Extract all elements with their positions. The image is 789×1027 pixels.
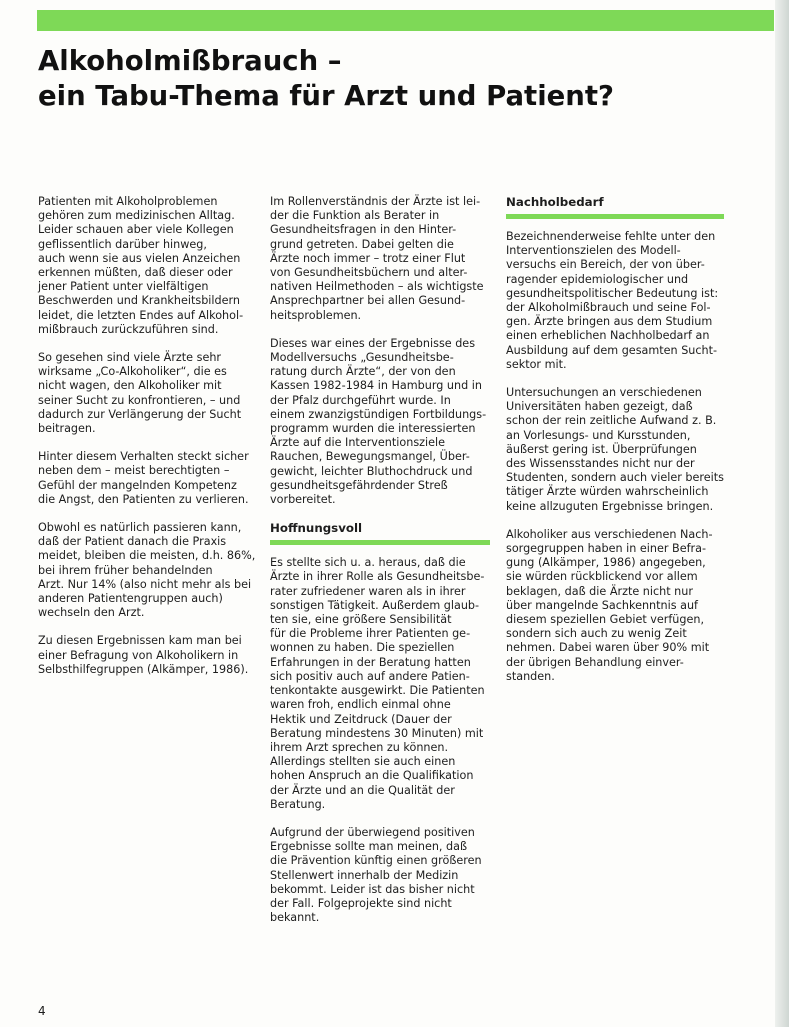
column-1 xyxy=(38,195,256,691)
paragraph: Alkoholiker aus verschiedenen Nach- sorgegruppen haben in einer Befra- gung (Alkämper, 1986) angegeben, sie würden rückblickend vor allem beklagen, daß die Ärzte nicht nur über mangelnde Sachkenntnis auf diesem speziellen Gebiet verfügen, sondern sich auch zu wenig Zeit nehmen. Dabei waren über 90% mit der übrigen Behandlung einver- standen. xyxy=(506,527,713,683)
paragraph: Aufgrund der überwiegend positiven Ergebnisse sollte man meinen, daß die Prävention künftig einen größeren Stellenwert innerhalb der Medizin bekommt. Leider ist das bisher nicht der Fall. Folgeprojekte sind nicht bekannt. xyxy=(270,825,482,925)
paragraph: Dieses war eines der Ergebnisse des Modellversuchs „Gesundheitsbe- ratung durch Ärzte“, der von den Kassen 1982-1984 in Hamburg und in der Pfalz durchgeführt wurde. In einem zwanzigstündigen Fortbildungs- programm wurden die interessierten Ärzte auf die Interventionsziele Rauchen, Bewegungsmangel, Über- gewicht, leichter Bluthochdruck und gesundheitsgefährdender Streß vorbereitet. xyxy=(270,336,487,507)
top-accent-bar xyxy=(37,10,774,31)
paragraph: Obwohl es natürlich passieren kann, daß der Patient danach die Praxis meidet, bleiben die meisten, d.h. 86%, bei ihrem früher behandelnden Arzt. Nur 14% (also nicht mehr als bei anderen Patientengruppen auch) wechseln den Arzt. xyxy=(38,521,256,620)
paragraph: Hinter diesem Verhalten steckt sicher neben dem – meist berechtigten – Gefühl der mangelnden Kompetenz die Angst, den Patienten zu verlieren. xyxy=(38,450,249,506)
page-edge-shadow xyxy=(775,0,789,1027)
subheading-hoffnungsvoll: Hoffnungsvoll xyxy=(270,521,490,549)
page-title xyxy=(38,44,738,114)
paragraph: Untersuchungen an verschiedenen Universitäten haben gezeigt, daß schon der rein zeitliche Aufwand z. B. an Vorlesungs- und Kursstunden, äußerst gering ist. Überprüfungen des Wissensstandes nicht nur der Studenten, sondern auch vieler bereits tätiger Ärzte würden wahrscheinlich keine allzuguten Ergebnisse bringen. xyxy=(506,386,724,513)
paragraph: Es stellte sich u. a. heraus, daß die Ärzte in ihrer Rolle als Gesundheitsbe- rater zufriedener waren als in ihrer sonstigen Tätigkeit. Außerdem glaub- ten sie, eine größere Sensibilität für die Probleme ihrer Patienten ge- wonnen zu haben. Die speziellen Erfahrungen in der Beratung hatten sich positiv auch auf andere Patien- tenkontakte ausgewirkt. Die Patienten waren froh, endlich einmal ohne Hektik und Zeitdruck (Dauer der Beratung mindestens 30 Minuten) mit ihrem Arzt sprechen zu können. Allerdings stellten sie auch einen hohen Anspruch an die Qualifikation der Ärzte und an die Qualität der Beratung. xyxy=(270,556,485,811)
page-number: 4 xyxy=(38,1004,46,1018)
paragraph: Im Rollenverständnis der Ärzte ist lei- der die Funktion als Berater in Gesundheitsfragen in den Hinter- grund getreten. Dabei gelten die Ärzte noch immer – trotz einer Flut von Gesundheitsbüchern und alter- nativen Heilmethoden – als wichtigste Ansprechpartner bei allen Gesund- heitsproblemen. xyxy=(270,195,484,322)
paragraph: Bezeichnenderweise fehlte unter den Interventionszielen des Modell- versuchs ein Bereich, der von über- ragender epidemiologischer und gesundheitspolitischer Bedeutung ist: der Alkoholmißbrauch und seine Fol- gen. Ärzte bringen aus dem Studium einen erheblichen Nachholbedarf an Ausbildung auf dem gesamten Sucht- sektor mit. xyxy=(506,230,719,371)
column-3 xyxy=(506,195,724,698)
column-2 xyxy=(270,195,490,939)
paragraph: Patienten mit Alkoholproblemen gehören zum medizinischen Alltag. Leider schauen aber viele Kollegen geflissentlich darüber hinweg, auch wenn sie aus vielen Anzeichen erkennen müßten, daß dieser oder jener Patient unter vielfältigen Beschwerden und Krankheitsbildern leidet, die letzten Endes auf Alkohol- mißbrauch zurückzuführen sind. xyxy=(38,195,244,336)
paragraph: Zu diesen Ergebnissen kam man bei einer Befragung von Alkoholikern in Selbsthilfegruppen (Alkämper, 1986). xyxy=(38,634,249,676)
title-line-1: Alkoholmißbrauch – xyxy=(38,45,342,77)
paragraph: So gesehen sind viele Ärzte sehr wirksame „Co-Alkoholiker“, die es nicht wagen, den Alkoholiker mit seiner Sucht zu konfrontieren, – und dadurch zur Verlängerung der Sucht beitragen. xyxy=(38,351,242,436)
subheading-nachholbedarf: Nachholbedarf xyxy=(506,195,724,223)
title-line-2: ein Tabu-Thema für Arzt und Patient? xyxy=(38,80,614,112)
